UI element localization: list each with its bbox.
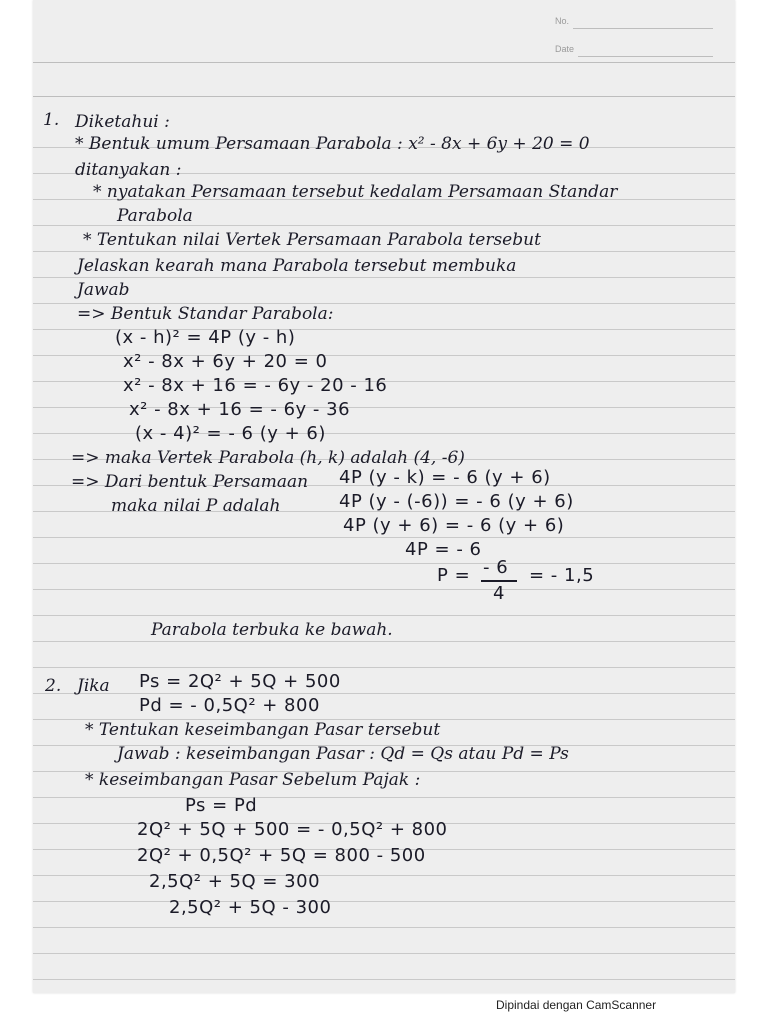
page-header-area xyxy=(33,0,735,120)
conclusion-text: Parabola terbuka ke bawah. xyxy=(151,620,393,640)
p-step: 4P (y - k) = - 6 (y + 6) xyxy=(339,467,551,488)
task-line: Jelaskan kearah mana Parabola tersebut membuka xyxy=(77,256,517,276)
solution-step: x² - 8x + 6y + 20 = 0 xyxy=(123,351,328,372)
scanner-watermark: Dipindai dengan CamScanner xyxy=(496,998,657,1012)
p-value-text: maka nilai P adalah xyxy=(111,496,281,516)
p-step: 4P (y + 6) = - 6 (y + 6) xyxy=(343,515,565,536)
no-label: No. xyxy=(555,16,570,26)
date-line xyxy=(578,56,713,57)
solution-step: x² - 8x + 16 = - 6y - 20 - 16 xyxy=(123,375,388,396)
general-form-line: * Bentuk umum Persamaan Parabola : x² - 8x + 6y + 20 = 0 xyxy=(75,134,590,154)
standard-form-heading: => Bentuk Standar Parabola: xyxy=(77,304,334,324)
equilibrium-step: Ps = Pd xyxy=(185,795,258,816)
demand-equation: Pd = - 0,5Q² + 800 xyxy=(139,695,320,716)
equilibrium-step: 2Q² + 0,5Q² + 5Q = 800 - 500 xyxy=(137,845,426,866)
task-line: * nyatakan Persamaan tersebut kedalam Persamaan Standar xyxy=(93,182,618,202)
task-line: Parabola xyxy=(117,206,193,226)
equilibrium-step: 2,5Q² + 5Q = 300 xyxy=(149,871,321,892)
jawab-line: Jawab : keseimbangan Pasar : Qd = Qs atau Pd = Ps xyxy=(117,744,569,764)
date-label: Date xyxy=(555,44,575,54)
problem-number: 1. xyxy=(43,110,60,130)
solution-step: x² - 8x + 16 = - 6y - 36 xyxy=(129,399,351,420)
equilibrium-step: 2Q² + 5Q + 500 = - 0,5Q² + 800 xyxy=(137,819,448,840)
jika-label: Jika xyxy=(77,676,110,696)
from-equation-text: => Dari bentuk Persamaan xyxy=(71,472,309,492)
p-step: 4P = - 6 xyxy=(405,539,482,560)
notebook-page xyxy=(33,0,735,993)
supply-equation: Ps = 2Q² + 5Q + 500 xyxy=(139,671,341,692)
p-result: = - 1,5 xyxy=(529,565,595,586)
diketahui-label: Diketahui : xyxy=(75,112,170,132)
vertex-statement: => maka Vertek Parabola (h, k) adalah (4, -6) xyxy=(71,448,465,468)
header-rule xyxy=(33,96,735,97)
p-denominator: 4 xyxy=(493,583,505,604)
header-rule xyxy=(33,62,735,63)
task-line: * Tentukan nilai Vertek Persamaan Parabola tersebut xyxy=(83,230,541,250)
p-step: 4P (y - (-6)) = - 6 (y + 6) xyxy=(339,491,574,512)
p-numerator: - 6 xyxy=(483,557,509,578)
jawab-label: Jawab xyxy=(77,280,130,300)
solution-step: (x - 4)² = - 6 (y + 6) xyxy=(135,423,326,444)
task-line: * Tentukan keseimbangan Pasar tersebut xyxy=(85,720,441,740)
solution-step: (x - h)² = 4P (y - h) xyxy=(115,327,296,348)
ditanyakan-label: ditanyakan : xyxy=(75,160,182,180)
equilibrium-step: 2,5Q² + 5Q - 300 xyxy=(169,897,332,918)
problem-number: 2. xyxy=(45,676,62,696)
before-tax-heading: * keseimbangan Pasar Sebelum Pajak : xyxy=(85,770,421,790)
fraction-bar xyxy=(481,580,517,582)
p-label: P = xyxy=(437,565,471,586)
no-line xyxy=(573,28,713,29)
